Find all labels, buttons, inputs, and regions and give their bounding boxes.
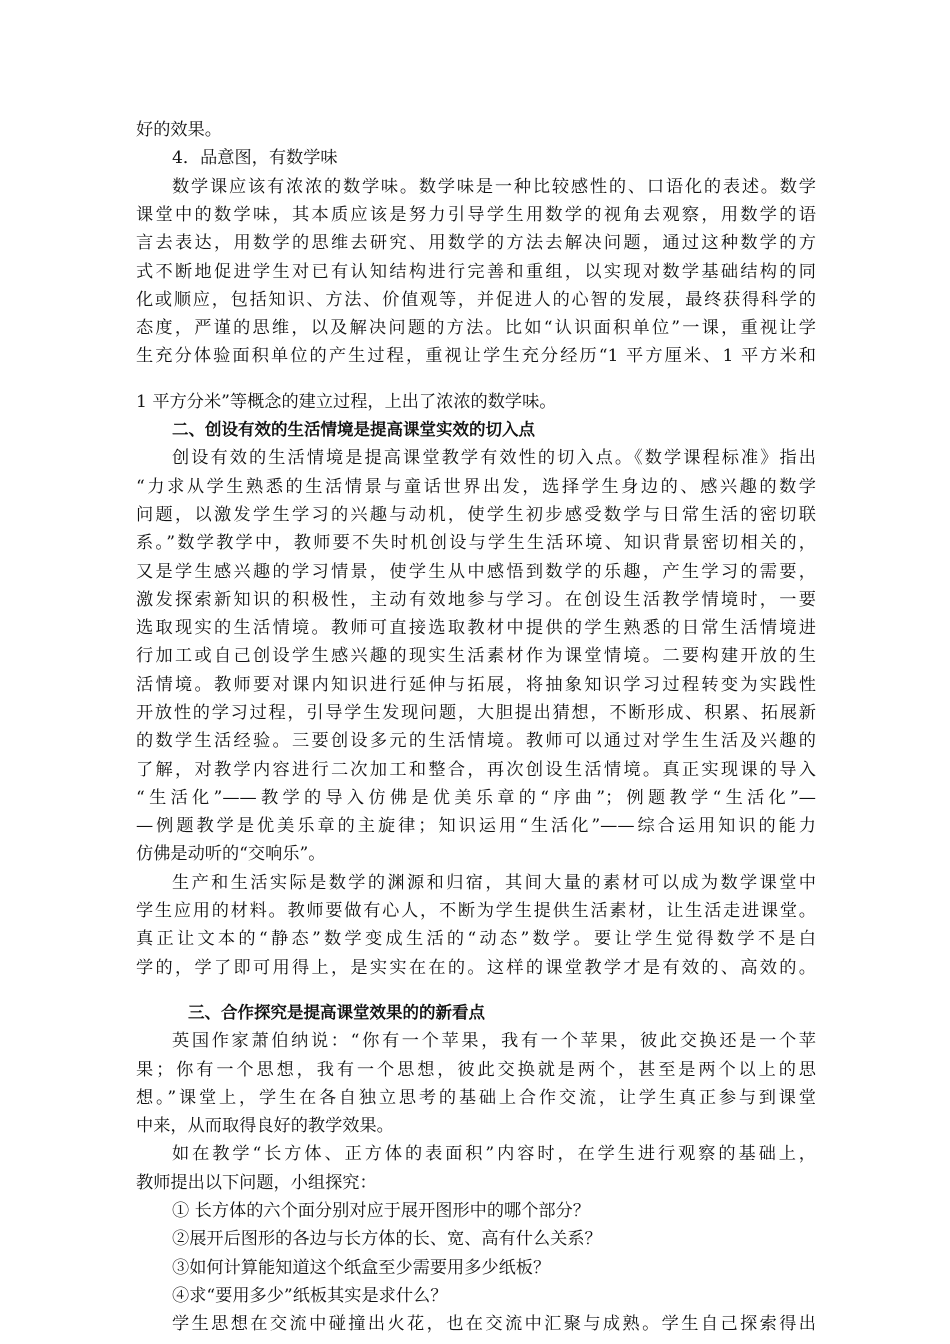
text-line: 言去表达，用数学的思维去研究、用数学的方法去解决问题，通过这种数学的方 <box>136 233 816 253</box>
text-line: 活情境。教师要对课内知识进行延伸与拓展，将抽象知识学习过程转变为实践性 <box>136 675 816 695</box>
text-line: 学的，学了即可用得上，是实实在在的。这样的课堂教学才是有效的、高效的。 <box>136 958 816 978</box>
text-line: —例题教学是优美乐章的主旋律；知识运用“生活化”——综合运用知识的能力 <box>136 816 816 836</box>
text-line: 仿佛是动听的“交响乐”。 <box>136 844 326 864</box>
text-line: 问题，以激发学生学习的兴趣与动机，使学生初步感受数学与日常生活的密切联 <box>136 505 816 525</box>
text-line: 想。”课堂上，学生在各自独立思考的基础上合作交流，让学生真正参与到课堂 <box>136 1088 816 1108</box>
section-heading: 三、合作探究是提高课堂效果的的新看点 <box>188 1003 485 1022</box>
text-line: 学生应用的材料。教师要做有心人，不断为学生提供生活素材，让生活走进课堂。 <box>136 901 816 921</box>
text-line: 教师提出以下问题，小组探究： <box>136 1173 377 1193</box>
text-line: 式不断地促进学生对已有认知结构进行完善和重组，以实现对数学基础结构的同 <box>136 262 816 282</box>
question-item: ④求“要用多少”纸板其实是求什么？ <box>172 1286 448 1306</box>
text-line: 了解，对教学内容进行二次加工和整合，再次创设生活情境。真正实现课的导入 <box>136 760 816 780</box>
text-line: 如在教学“长方体、正方体的表面积”内容时，在学生进行观察的基础上， <box>172 1144 816 1164</box>
text-line: 的数学生活经验。三要创设多元的生活情境。教师可以通过对学生生活及兴趣的 <box>136 731 816 751</box>
text-line: “力求从学生熟悉的生活情景与童话世界出发，选择学生身边的、感兴趣的数学 <box>136 477 816 497</box>
text-line: 选取现实的生活情境。教师可直接选取教材中提供的学生熟悉的日常生活情境进 <box>136 618 816 638</box>
question-item: ① 长方体的六个面分别对应于展开图形中的哪个部分？ <box>172 1201 590 1221</box>
text-line: 创设有效的生活情境是提高课堂教学有效性的切入点。《数学课程标准》指出 <box>172 448 816 468</box>
text-line: 课堂中的数学味，其本质应该是努力引导学生用数学的视角去观察，用数学的语 <box>136 205 816 225</box>
text-line: 真正让文本的“静态”数学变成生活的“动态”数学。要让学生觉得数学不是白 <box>136 929 816 949</box>
text-line: 果；你有一个思想，我有一个思想，彼此交换就是两个，甚至是两个以上的思 <box>136 1060 816 1080</box>
text-line: 英国作家萧伯纳说：“你有一个苹果，我有一个苹果，彼此交换还是一个苹 <box>172 1031 816 1051</box>
question-item: ②展开后图形的各边与长方体的长、宽、高有什么关系？ <box>172 1229 602 1249</box>
text-line: 系。”数学教学中，教师要不失时机创设与学生生活环境、知识背景密切相关的， <box>136 533 816 553</box>
text-line: 好的效果。 <box>136 120 222 140</box>
text-line: 态度，严谨的思维，以及解决问题的方法。比如“认识面积单位”一课，重视让学 <box>136 318 816 338</box>
subheading: 4．品意图，有数学味 <box>172 148 338 168</box>
text-line: 中来，从而取得良好的教学效果。 <box>136 1116 394 1136</box>
section-heading: 二、创设有效的生活情境是提高课堂实效的切入点 <box>172 420 535 439</box>
question-item: ③如何计算能知道这个纸盒至少需要用多少纸板？ <box>172 1258 551 1278</box>
text-line: 激发探索新知识的积极性，主动有效地参与学习。在创设生活教学情境时，一要 <box>136 590 816 610</box>
text-line: 学生思想在交流中碰撞出火花，也在交流中汇聚与成熟。学生自己探索得出 <box>172 1314 816 1334</box>
text-line: 开放性的学习过程，引导学生发现问题，大胆提出猜想，不断形成、积累、拓展新 <box>136 703 816 723</box>
text-line: 1 平方分米”等概念的建立过程，上出了浓浓的数学味。 <box>136 392 557 412</box>
text-line: 生充分体验面积单位的产生过程，重视让学生充分经历“1 平方厘米、1 平方米和 <box>136 346 816 366</box>
text-line: “生活化”——教学的导入仿佛是优美乐章的“序曲”；例题教学“生活化”— <box>136 788 816 808</box>
text-line: 化或顺应，包括知识、方法、价值观等，并促进人的心智的发展，最终获得科学的 <box>136 290 816 310</box>
text-line: 数学课应该有浓浓的数学味。数学味是一种比较感性的、口语化的表述。数学 <box>172 177 816 197</box>
text-line: 生产和生活实际是数学的渊源和归宿，其间大量的素材可以成为数学课堂中 <box>172 873 816 893</box>
text-line: 行加工或自己创设学生感兴趣的现实生活素材作为课堂情境。二要构建开放的生 <box>136 646 816 666</box>
text-line: 又是学生感兴趣的学习情景，使学生从中感悟到数学的乐趣，产生学习的需要， <box>136 562 816 582</box>
